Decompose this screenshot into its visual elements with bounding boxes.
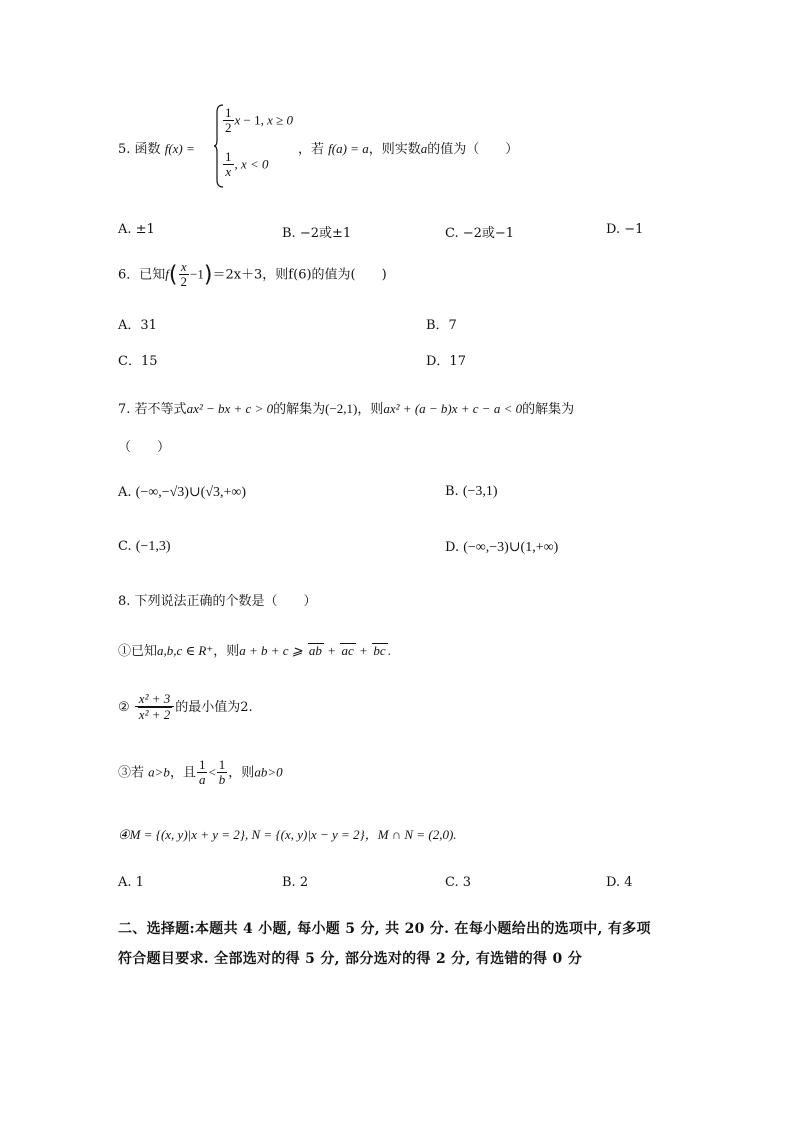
q8-statement-1: ①已知a,b,c ∈ R⁺，则a + b + c ⩾ ab + ac + bc . [118, 643, 391, 659]
q8-option-a[interactable]: A. 1 [118, 875, 144, 890]
q5-fx: f(x) = [164, 141, 195, 156]
q8-option-d[interactable]: D. 4 [606, 875, 633, 890]
q7-ineq: ax² − bx + c > 0 [186, 401, 274, 416]
section2-heading-line1: 二、选择题:本题共 4 小题, 每小题 5 分, 共 20 分. 在每小题给出的选项中, 有多项 [118, 921, 651, 937]
q8-statement-3: ③若 a>b，且 $\frac{1}{a}$ < $\frac{1}{b}$ ，则ab>0 [118, 757, 283, 788]
q5-condition: ，若 f(a) = a，则实数a的值为（ ） [298, 141, 519, 157]
q7-paren: （ ） [118, 440, 171, 455]
q8-option-c[interactable]: C. 3 [445, 875, 472, 890]
q5-lead: 函数 [134, 142, 161, 157]
q6-option-a[interactable]: A．31 [118, 318, 157, 333]
q8-statement-4: ④M = {(x, y)|x + y = 2}, N = {(x, y)|x − y = 2}，M ∩ N = (2,0). [118, 827, 457, 842]
q5-option-b[interactable]: B. −2或±1 [282, 226, 352, 241]
q5-option-a[interactable]: A. ±1 [118, 222, 155, 237]
q5-case1: $\frac{1}{2}$ x − 1, x ≥ 0 [225, 105, 294, 136]
q6-option-c[interactable]: C．15 [118, 354, 158, 369]
q8-statement-2: ② $\frac{\text{x² + 3}}{\text{x² + 2}}$ 的最小值为2. [118, 691, 253, 723]
q7-option-c[interactable]: C. (−1,3) [118, 539, 171, 554]
q7-option-b[interactable]: B. (−3,1) [445, 484, 498, 499]
q5-case1-frac: $\frac{1}{2}$ [225, 105, 232, 136]
q5-case2-frac: $\frac{1}{x}$ [225, 149, 232, 180]
q7-ineq2: ax² + (a − b)x + c − a < 0 [383, 401, 523, 416]
q7-stem: 7. 若不等式ax² − bx + c > 0的解集为(−2,1)，则ax² + (a − b)x + c − a < 0的解集为 [118, 401, 575, 417]
q8-s2-frac: $\frac{\text{x² + 3}}{\text{x² + 2}}$ [135, 692, 174, 723]
section2-heading-line2: 符合题目要求. 全部选对的得 5 分, 部分选对的得 2 分, 有选错的得 0 分 [118, 951, 583, 967]
q8-title: 8. 下列说法正确的个数是（ ） [118, 594, 317, 609]
q5-a-var: a [420, 141, 428, 156]
q6-option-d[interactable]: D．17 [426, 354, 466, 369]
q5-number: 5. [118, 142, 131, 157]
q5-option-c[interactable]: C. −2或−1 [445, 226, 515, 241]
q6-option-b[interactable]: B．7 [426, 318, 457, 333]
q7-option-d[interactable]: D. (−∞,−3)∪(1,+∞) [445, 540, 559, 555]
q8-option-b[interactable]: B. 2 [282, 875, 309, 890]
q5-stem [118, 138, 195, 157]
q7-option-b-value: (−3,1) [462, 484, 498, 499]
q7-option-a-value: (−∞,−√3)∪(√3,+∞) [135, 485, 247, 500]
q5-cond-expr: f(a) = a [328, 141, 369, 156]
q5-case2: $\frac{1}{x}$ , x < 0 [225, 149, 269, 180]
q7-option-a[interactable]: A. (−∞,−√3)∪(√3,+∞) [118, 485, 247, 500]
q7-option-c-value: (−1,3) [135, 539, 171, 554]
q5-option-d[interactable]: D. −1 [606, 222, 644, 237]
q7-set: (−2,1) [325, 401, 358, 416]
q7-option-d-value: (−∞,−3)∪(1,+∞) [463, 540, 559, 555]
q6-stem: 6．已知f( $\frac{x}{2}$ −1)＝2x＋3，则f(6)的值为( ) [118, 259, 387, 290]
q6-frac: $\frac{x}{2}$ [180, 259, 187, 290]
